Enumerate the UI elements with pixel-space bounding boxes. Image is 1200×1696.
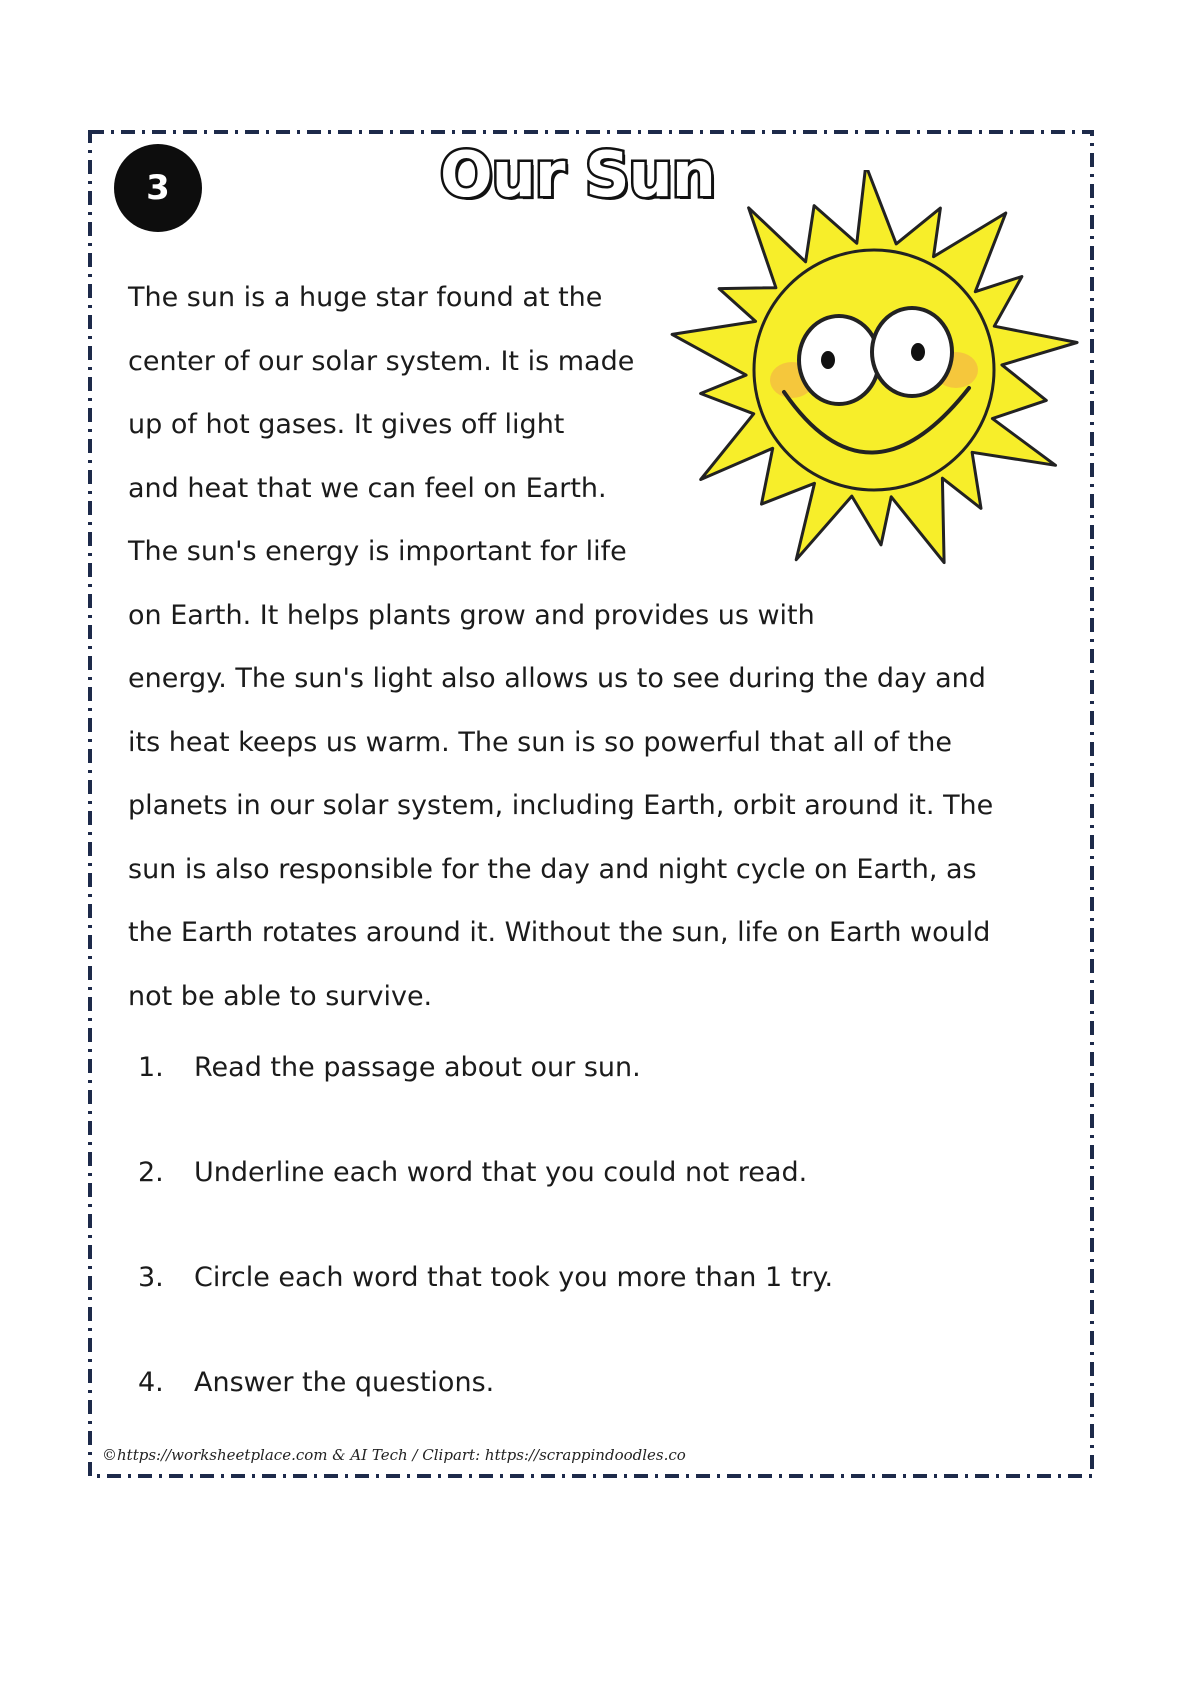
instruction-text: Answer the questions. [194, 1367, 495, 1398]
copyright-credit: ©https://worksheetplace.com & AI Tech / Clipart: https://scrappindoodles.co [102, 1446, 686, 1464]
passage-line: on Earth. It helps plants grow and provides us with [128, 599, 815, 631]
passage-line: and heat that we can feel on Earth. [128, 472, 607, 504]
reading-passage [128, 266, 993, 1028]
instruction-item [138, 1052, 833, 1157]
passage-line: up of hot gases. It gives off light [128, 409, 565, 440]
worksheet-number-badge: 3 [114, 144, 202, 232]
passage-line: sun is also responsible for the day and night cycle on Earth, as [128, 853, 977, 885]
instruction-text: Underline each word that you could not read. [194, 1157, 808, 1188]
passage-line: energy. The sun's light also allows us to see during the day and [128, 663, 986, 694]
instruction-text: Read the passage about our sun. [194, 1052, 641, 1083]
instruction-item [138, 1262, 833, 1367]
passage-line: its heat keeps us warm. The sun is so powerful that all of the [128, 726, 952, 758]
instruction-number: 4. [138, 1367, 164, 1398]
instruction-number: 2. [138, 1157, 164, 1188]
page-title: Our Sun [440, 138, 715, 211]
instruction-list [138, 1052, 833, 1472]
instruction-item [138, 1157, 833, 1262]
instruction-text: Circle each word that took you more than 1 try. [194, 1262, 834, 1293]
passage-line: The sun's energy is important for life [128, 536, 627, 567]
instruction-number: 3. [138, 1262, 164, 1293]
passage-line: The sun is a huge star found at the [128, 282, 603, 313]
passage-line: center of our solar system. It is made [128, 345, 635, 377]
passage-line: not be able to survive. [128, 980, 433, 1012]
instruction-number: 1. [138, 1052, 164, 1083]
passage-line: planets in our solar system, including Earth, orbit around it. The [128, 790, 994, 821]
passage-line: the Earth rotates around it. Without the sun, life on Earth would [128, 917, 991, 948]
